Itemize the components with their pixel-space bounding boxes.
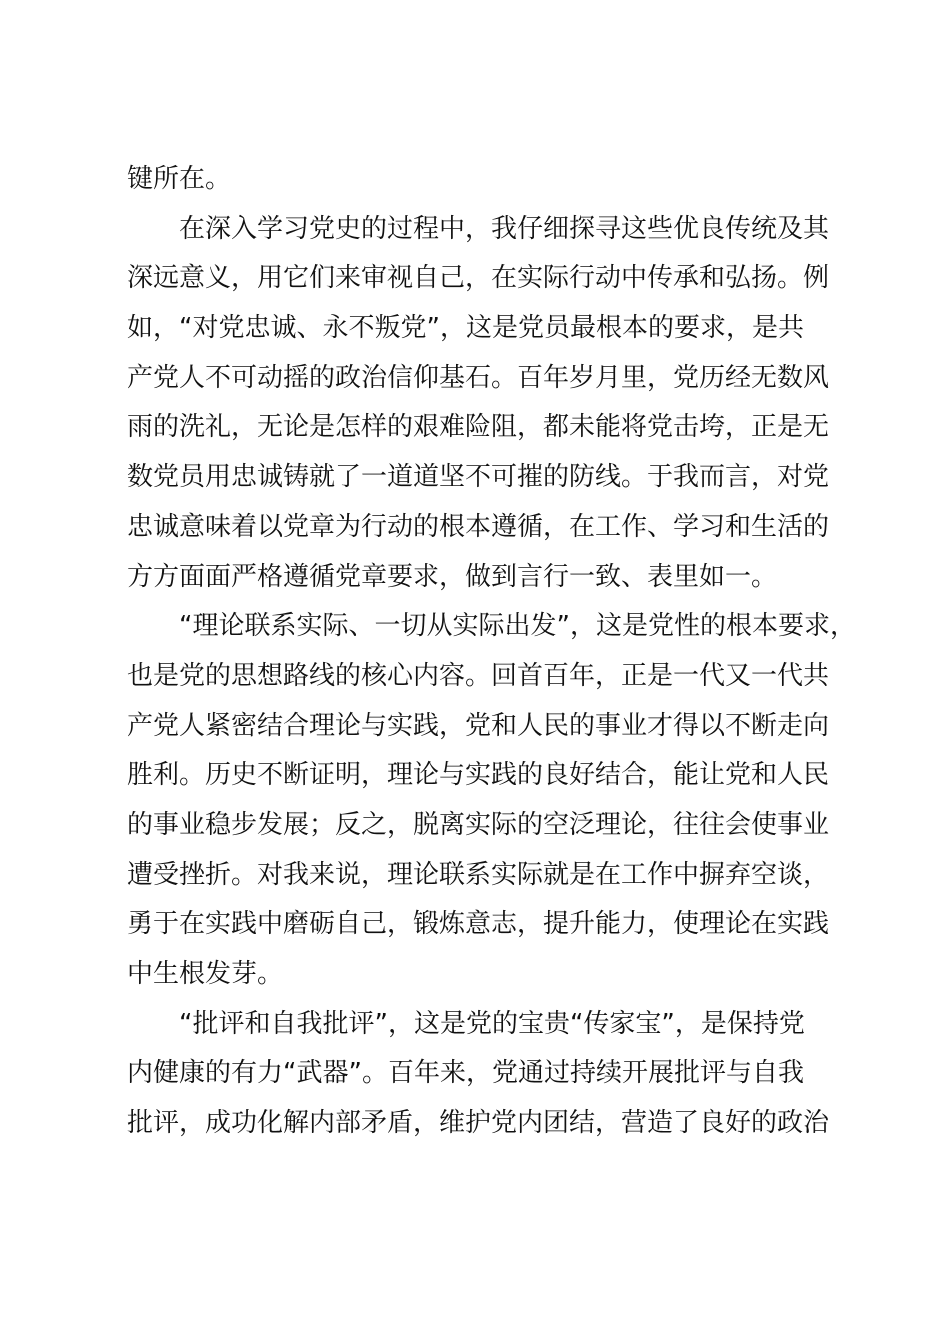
text-line: 的事业稳步发展；反之，脱离实际的空泛理论，往往会使事业 — [127, 809, 830, 840]
text-line: 遭受挫折。对我来说，理论联系实际就是在工作中摒弃空谈， — [127, 859, 830, 890]
text-line: 产党人紧密结合理论与实践，党和人民的事业才得以不断走向 — [127, 710, 830, 741]
text-line: “理论联系实际、一切从实际出发”，这是党性的根本要求， — [127, 611, 856, 642]
text-line: 雨的洗礼，无论是怎样的艰难险阻，都未能将党击垮，正是无 — [127, 412, 830, 443]
text-line: 胜利。历史不断证明，理论与实践的良好结合，能让党和人民 — [127, 760, 830, 791]
text-line: “批评和自我批评”，这是党的宝贵“传家宝”，是保持党 — [127, 1008, 805, 1039]
text-line: 中生根发芽。 — [127, 959, 284, 989]
text-line: 数党员用忠诚铸就了一道道坚不可摧的防线。于我而言，对党 — [127, 462, 830, 493]
body-text — [127, 155, 856, 1149]
text-line: 方方面面严格遵循党章要求，做到言行一致、表里如一。 — [127, 561, 778, 592]
text-line: 产党人不可动摇的政治信仰基石。百年岁月里，党历经无数风 — [127, 362, 830, 393]
text-line: 深远意义，用它们来审视自己，在实际行动中传承和弘扬。例 — [127, 263, 830, 294]
text-line: 在深入学习党史的过程中，我仔细探寻这些优良传统及其 — [127, 213, 830, 244]
text-line: 忠诚意味着以党章为行动的根本遵循，在工作、学习和生活的 — [127, 511, 830, 542]
text-line: 也是党的思想路线的核心内容。回首百年，正是一代又一代共 — [127, 660, 830, 691]
text-line: 如，“对党忠诚、永不叛党”，这是党员最根本的要求，是共 — [127, 313, 804, 344]
text-line: 批评，成功化解内部矛盾，维护党内团结，营造了良好的政治 — [127, 1108, 830, 1139]
text-line: 键所在。 — [127, 164, 232, 194]
text-line: 勇于在实践中磨砺自己，锻炼意志，提升能力，使理论在实践 — [127, 909, 830, 940]
text-line: 内健康的有力“武器”。百年来，党通过持续开展批评与自我 — [127, 1058, 804, 1089]
